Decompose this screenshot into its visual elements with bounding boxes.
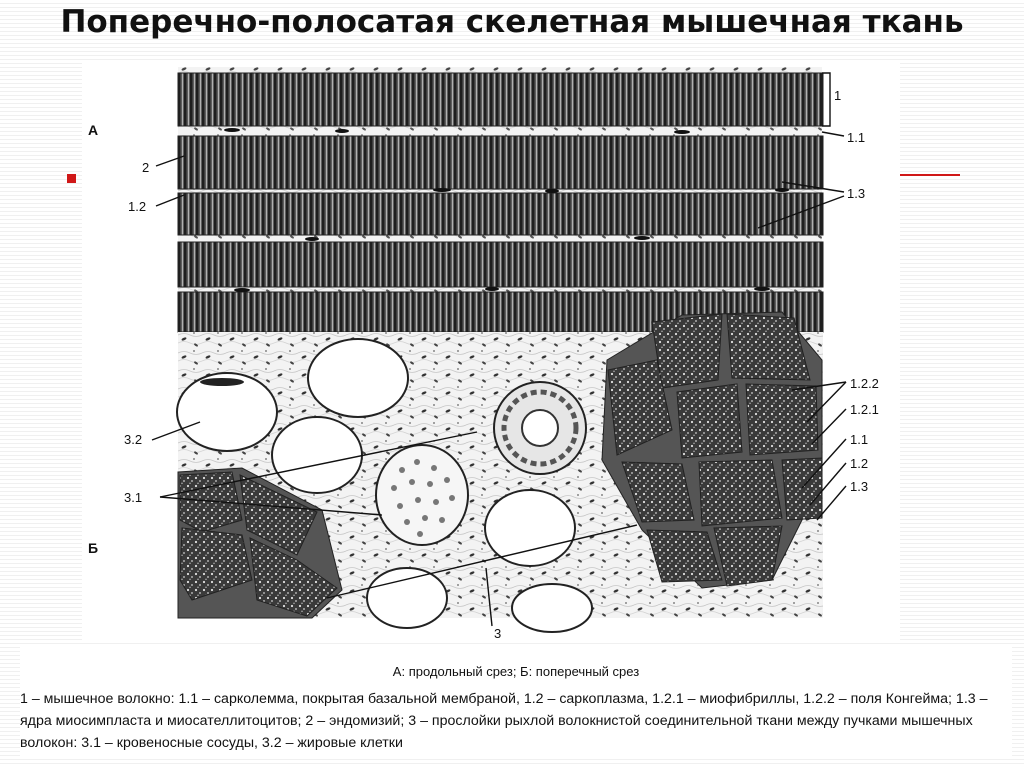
red-accent-line: [898, 174, 960, 176]
label-1: 1: [834, 88, 842, 103]
panel-b-letter: Б: [88, 540, 99, 556]
figure-caption: [20, 646, 1012, 758]
label-3: 3: [494, 626, 502, 641]
label-1-2-1: 1.2.1: [850, 402, 879, 417]
caption-title: А: продольный срез; Б: поперечный срез: [392, 664, 640, 679]
label-3-1: 3.1: [124, 490, 143, 505]
slide-title: Поперечно-полосатая скелетная мышечная ткань: [60, 4, 964, 40]
label-1-3-a: 1.3: [847, 186, 866, 201]
panel-a-letter: А: [88, 122, 99, 138]
label-1-2-b: 1.2: [850, 456, 869, 471]
label-3-2: 3.2: [124, 432, 143, 447]
label-1-2-a: 1.2: [128, 199, 147, 214]
label-1-1-b: 1.1: [850, 432, 869, 447]
label-1-1-a: 1.1: [847, 130, 866, 145]
label-1-2-2: 1.2.2: [850, 376, 879, 391]
caption-text: 1 – мышечное волокно: 1.1 – сарколемма, покрытая базальной мембраной, 1.2 – саркоплазма, 1.2.1 – миофибриллы, 1.2.2 – поля Конгейма; 1.3 – ядра миосимпласта и миосателлитоцитов; 2 – эндомизий; 3 – прослойки рыхлой волокнистой соединительной ткани между пучками мышечных волокон: 3.1 – кровеносные сосуды, 3.2 – жировые клетки: [20, 691, 988, 751]
label-1-3-b: 1.3: [850, 479, 869, 494]
histology-illustration: [82, 60, 900, 643]
red-bullet-icon: [67, 174, 76, 183]
label-2: 2: [142, 160, 150, 175]
histology-figure: [82, 60, 900, 643]
